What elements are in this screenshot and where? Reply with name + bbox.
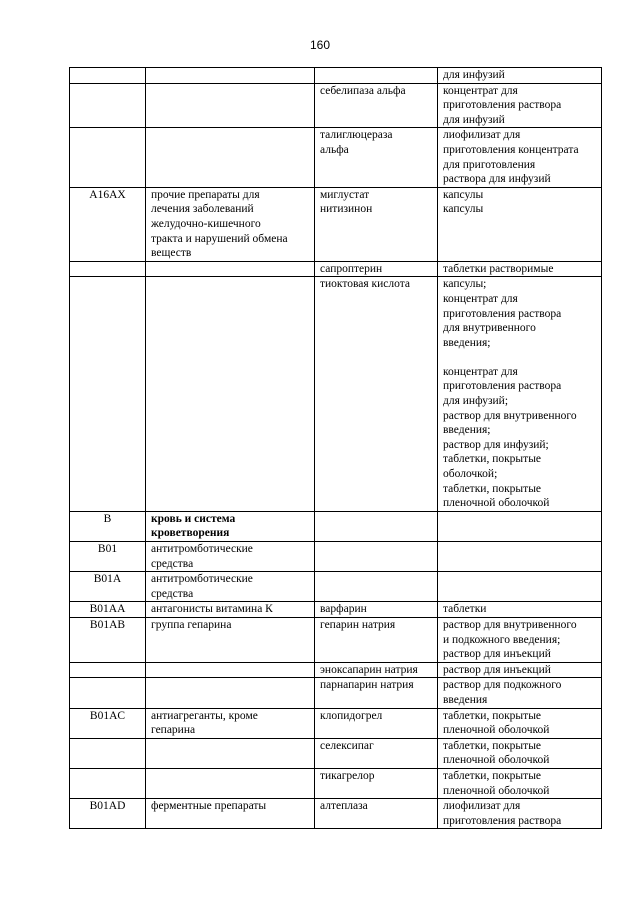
group-name-line: антитромботические [151,543,253,555]
group-name-line: кровь и система [151,512,236,525]
drug-name-line: селексипаг [320,739,374,752]
atc-code-cell [70,662,146,678]
group-name-cell [146,678,315,708]
drug-name-cell [315,662,438,678]
dosage-form-line: лиофилизат для [443,129,521,142]
group-name-line: лечения заболеваний [151,203,254,216]
atc-code-cell [70,678,146,708]
drug-name-line: алтеплаза [320,800,368,813]
dosage-form-line: пленочной оболочкой [443,724,550,737]
table-row [70,83,602,128]
dosage-form-line: введения [443,693,488,706]
group-name-cell [146,662,315,678]
dosage-form-cell [438,799,602,829]
dosage-form-line: таблетки, покрытые [443,739,542,752]
dosage-form-cell [438,708,602,738]
drug-name-cell [315,83,438,128]
drug-name-cell [315,617,438,662]
group-name-cell [146,768,315,798]
table-row [70,187,602,261]
group-name-cell [146,708,315,738]
dosage-form-line: введения; [443,424,491,437]
dosage-form-line: пленочной оболочкой [443,784,550,797]
table-row [70,68,602,84]
dosage-form-cell [438,511,602,541]
dosage-form-cell [438,738,602,768]
dosage-form-cell [438,662,602,678]
group-name-cell [146,83,315,128]
group-name-cell [146,511,315,541]
drug-name-line: тиоктовая кислота [320,278,410,291]
dosage-form-line: и подкожного введения; [443,633,561,646]
table-row [70,799,602,829]
atc-code-cell [70,68,146,84]
atc-code-cell: B [70,511,146,541]
table-row [70,277,602,512]
dosage-form-line: приготовления концентрата [443,143,579,156]
drug-name-line: эноксапарин натрия [320,663,418,676]
group-name-line: группа гепарина [151,618,232,631]
group-name-line: средства [151,557,194,570]
group-name-line: желудочно-кишечного [151,217,261,230]
group-name-line: веществ [151,247,192,260]
dosage-form-line: капсулы [443,188,484,201]
drug-name-line: талиглюцераза [320,129,393,142]
group-name-line: тракта и нарушений обмена [151,232,288,245]
drug-name-cell [315,738,438,768]
dosage-form-line: капсулы; [443,278,487,291]
dosage-form-line: концентрат для [443,84,518,97]
drug-name-line: миглустат [320,188,370,201]
dosage-form-line: таблетки, покрытые [443,769,542,782]
table-row [70,602,602,618]
drug-name-cell [315,572,438,602]
drug-name-cell [315,799,438,829]
atc-code-cell: B01AC [70,708,146,738]
page-number: 160 [309,38,331,52]
dosage-form-line: концентрат для [443,365,518,378]
table-row [70,738,602,768]
atc-code-cell [70,277,146,512]
dosage-form-line: оболочкой; [443,468,498,481]
table-row [70,261,602,277]
group-name-cell [146,542,315,572]
dosage-form-cell [438,128,602,187]
drug-name-cell [315,277,438,512]
atc-code-cell [70,738,146,768]
table-row [70,572,602,602]
drug-name-cell [315,678,438,708]
table-row [70,617,602,662]
atc-code-cell: A16AX [70,187,146,261]
group-name-cell [146,128,315,187]
dosage-form-line: лиофилизат для [443,800,521,813]
table-row [70,662,602,678]
group-name-cell [146,187,315,261]
group-name-cell [146,617,315,662]
group-name-cell [146,738,315,768]
table-row [70,511,602,541]
dosage-form-line: приготовления раствора [443,307,562,320]
atc-code-cell: B01A [70,572,146,602]
dosage-form-line: таблетки растворимые [443,262,554,275]
group-name-cell [146,261,315,277]
drug-name-cell [315,261,438,277]
group-name-line: антитромботические [151,573,253,586]
dosage-form-line: раствор для внутривенного [443,409,577,422]
dosage-form-cell [438,277,602,512]
dosage-form-line: концентрат для [443,292,518,305]
dosage-form-line: для инфузий [443,69,505,81]
dosage-form-line: таблетки [443,603,487,616]
drug-name-cell [315,187,438,261]
drug-name-line: гепарин натрия [320,618,396,631]
dosage-form-line: приготовления раствора [443,99,562,112]
dosage-form-cell [438,68,602,84]
dosage-form-line: раствор для инъекций [443,663,551,676]
group-name-line: антиагреганты, кроме [151,709,258,722]
table-row [70,708,602,738]
dosage-form-line: для приготовления [443,158,536,171]
dosage-form-cell [438,261,602,277]
dosage-form-line: раствор для внутривенного [443,618,577,631]
atc-code-cell [70,128,146,187]
group-name-line: кроветворения [151,527,230,540]
dosage-form-line: раствор для инъекций [443,648,551,661]
group-name-cell [146,68,315,84]
dosage-form-line: введения; [443,336,491,349]
table-row [70,768,602,798]
drug-name-line: тикагрелор [320,769,375,782]
dosage-form-cell [438,83,602,128]
dosage-form-cell [438,187,602,261]
atc-code-cell: B01 [70,542,146,572]
drug-name-line: альфа [320,143,349,156]
drug-name-line: парнапарин натрия [320,679,414,692]
dosage-form-line: раствор для подкожного [443,679,562,692]
table-row [70,542,602,572]
paragraph-gap [443,350,597,365]
dosage-form-cell [438,678,602,708]
atc-code-cell [70,261,146,277]
dosage-form-line: раствора для инфузий [443,173,551,186]
atc-code-cell: B01AA [70,602,146,618]
group-name-line: ферментные препараты [151,800,267,813]
group-name-cell [146,277,315,512]
drug-name-line: варфарин [320,603,367,616]
group-name-line: средства [151,587,194,600]
atc-code-cell [70,768,146,798]
dosage-form-cell [438,602,602,618]
table-row [70,128,602,187]
group-name-line: прочие препараты для [151,188,260,201]
atc-code-cell: B01AB [70,617,146,662]
group-name-cell [146,572,315,602]
dosage-form-line: раствор для инфузий; [443,438,549,451]
dosage-form-cell [438,542,602,572]
group-name-cell [146,799,315,829]
drug-name-line: нитизинон [320,203,373,216]
drug-name-cell [315,128,438,187]
atc-code-cell [70,83,146,128]
drug-name-cell [315,511,438,541]
dosage-form-cell [438,572,602,602]
drug-name-cell [315,68,438,84]
dosage-form-line: для инфузий [443,113,505,126]
dosage-form-line: пленочной оболочкой [443,497,550,510]
dosage-form-line: приготовления раствора [443,814,562,827]
drug-name-cell [315,602,438,618]
dosage-form-cell [438,617,602,662]
dosage-form-line: для инфузий; [443,395,509,408]
atc-code-cell: B01AD [70,799,146,829]
group-name-line: гепарина [151,724,196,737]
drug-name-cell [315,768,438,798]
dosage-form-line: таблетки, покрытые [443,709,542,722]
group-name-line: антагонисты витамина К [151,603,273,616]
drug-name-cell [315,542,438,572]
drug-name-line: клопидогрел [320,709,383,722]
dosage-form-line: пленочной оболочкой [443,754,550,767]
drug-name-line: сапроптерин [320,262,383,275]
dosage-form-line: таблетки, покрытые [443,482,542,495]
dosage-form-line: таблетки, покрытые [443,453,542,466]
drug-name-cell [315,708,438,738]
dosage-form-cell [438,768,602,798]
group-name-cell [146,602,315,618]
medicines-table [69,67,602,829]
drug-name-line: себелипаза альфа [320,84,406,97]
table-row [70,678,602,708]
dosage-form-line: приготовления раствора [443,380,562,393]
dosage-form-line: для внутривенного [443,322,536,335]
dosage-form-line: капсулы [443,203,484,216]
